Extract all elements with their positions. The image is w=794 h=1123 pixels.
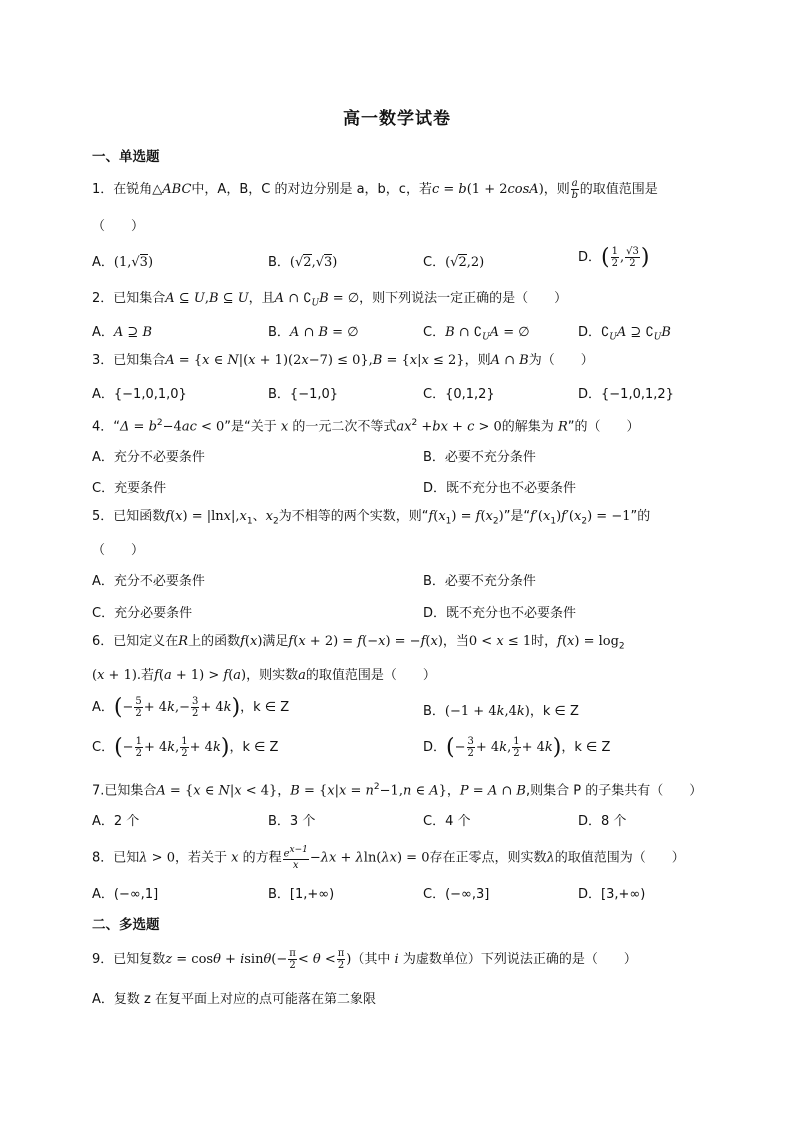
question-1: 1．在锐角△ABC中，A，B，C 的对边分别是 a，b，c，若c = b(1 + 2cosA)，则 $\frac{a}{b}$ 的取值范围是 bbox=[92, 178, 658, 201]
q8-option-b: B．[1,+∞) bbox=[268, 887, 335, 902]
q1-stem-b: 中，A，B，C 的对边分别是 a，b，c，若 bbox=[191, 182, 432, 197]
q1-stem-a: 1．在锐角 bbox=[92, 182, 153, 197]
q1-abc: ABC bbox=[162, 182, 192, 197]
q1-stem-d: 的取值范围是 bbox=[579, 182, 658, 197]
section-multi-choice: 二、多选题 bbox=[92, 917, 160, 933]
q2-option-b: B．A ∩ B = ∅ bbox=[268, 325, 359, 340]
q4-option-c: C．充要条件 bbox=[92, 481, 167, 496]
q6-option-d: D．(− $\frac{3}{2}$ + 4k, $\frac{1}{2}$ + 4k)，k ∈ Z bbox=[423, 735, 611, 760]
question-2: 2．已知集合A ⊆ U,B ⊆ U，且A ∩ $∁_UB$ = ∅，则下列说法一定正确的是（ ） bbox=[92, 291, 568, 309]
q1-triangle: △ bbox=[152, 182, 163, 197]
q1-stem-c: ，则 bbox=[543, 182, 570, 197]
q5-option-a: A．充分不必要条件 bbox=[92, 574, 205, 589]
q5-option-b: B．必要不充分条件 bbox=[423, 574, 536, 589]
q1-equation: c bbox=[431, 182, 440, 197]
q5-answer-blank: （ ） bbox=[92, 543, 145, 558]
q2-option-a: A．A ⊇ B bbox=[92, 325, 153, 340]
q6-line-2: (x + 1).若f(a + 1) > f(a)，则实数a的取值范围是（ ） bbox=[92, 668, 436, 683]
q3-option-c: C．{0,1,2} bbox=[423, 387, 495, 402]
q9-option-a: A．复数 z 在复平面上对应的点可能落在第二象限 bbox=[92, 992, 376, 1007]
question-4: 4．“$\Delta = b^2-4ac < 0$”是“关于 x 的一元二次不等式$ax^2 +bx + c > 0$的解集为 R”的（ ） bbox=[92, 418, 640, 435]
q2-option-c: C．B ∩ $∁_UA$ = ∅ bbox=[423, 325, 530, 343]
q6-option-c: C．(− $\frac{1}{2}$ + 4k, $\frac{1}{2}$ + 4k)，k ∈ Z bbox=[92, 735, 279, 760]
question-7: 7.已知集合A = {x ∈ N|x < 4}，$B = \{x|x = n^2-1,n$ ∈ A}，P = A ∩ B,则集合 P 的子集共有（ ） bbox=[92, 782, 703, 799]
q1-option-d: D．( $\frac{1}{2}$ , $\frac{√3}{2}$ ) bbox=[578, 245, 650, 270]
q8-option-d: D．[3,+∞) bbox=[578, 887, 646, 902]
q7-option-d: D．8 个 bbox=[578, 814, 627, 829]
q8-fraction: $\frac{e^{x-1}}{x}$ bbox=[283, 845, 308, 872]
q1-fraction: $\frac{a}{b}$ bbox=[571, 178, 578, 201]
section-single-choice: 一、单选题 bbox=[92, 149, 160, 165]
q5-option-c: C．充分必要条件 bbox=[92, 606, 193, 621]
q3-option-b: B．{−1,0} bbox=[268, 387, 339, 402]
q6-option-a: A．(− $\frac{5}{2}$ + 4k,− $\frac{3}{2}$ + 4k)，k ∈ Z bbox=[92, 695, 290, 720]
q8-option-c: C．(−∞,3] bbox=[423, 887, 490, 902]
q1-option-c: C．(√2,2) bbox=[423, 255, 485, 270]
q6-option-b: B．(−1 + 4k,4k)，k ∈ Z bbox=[423, 704, 579, 719]
q7-option-c: C．4 个 bbox=[423, 814, 471, 829]
q5-option-d: D．既不充分也不必要条件 bbox=[423, 606, 577, 621]
q4-option-b: B．必要不充分条件 bbox=[423, 450, 536, 465]
q1-option-b: B．(√2,√3) bbox=[268, 255, 338, 270]
question-3: 3．已知集合A = {x ∈ N|(x + 1)(2x−7) ≤ 0},B = {x|x ≤ 2}，则A ∩ B为（ ） bbox=[92, 353, 594, 368]
question-6: 6．已知定义在R上的函数f(x)满足f(x + 2) = f(−x) = −f(x)，当0 < x ≤ 1时，$f(x) = \log_2$ bbox=[92, 634, 625, 652]
q1-option-a: A．(1,√3) bbox=[92, 255, 154, 270]
q8-option-a: A．(−∞,1] bbox=[92, 887, 159, 902]
q4-option-a: A．充分不必要条件 bbox=[92, 450, 205, 465]
q7-option-a: A．2 个 bbox=[92, 814, 140, 829]
q2-option-d: D．$∁_UA$ ⊇ $∁_UB$ bbox=[578, 325, 671, 343]
question-8: 8．已知λ > 0，若关于 x 的方程 $\frac{e^{x-1}}{x}$ −λx + λln(λx) = 0存在正零点，则实数λ的取值范围为（ ） bbox=[92, 845, 685, 872]
question-5: 5．已知函数$f(x) = |\ln x|,x_1$、$x_2$为不相等的两个实数，则“$f(x_1) = f(x_2)$”是“$f'(x_1)f'(x_2) = -1$”的 bbox=[92, 509, 651, 527]
q4-option-d: D．既不充分也不必要条件 bbox=[423, 481, 577, 496]
question-9: 9．已知复数z = cosθ + isinθ(− $\frac{\pi}{2}$ < θ < $\frac{\pi}{2}$ )（其中 i 为虚数单位）下列说法正确的是（ ） bbox=[92, 948, 637, 971]
q3-option-a: A．{−1,0,1,0} bbox=[92, 387, 187, 402]
q7-option-b: B．3 个 bbox=[268, 814, 316, 829]
page-title: 高一数学试卷 bbox=[343, 109, 451, 129]
q1-answer-blank: （ ） bbox=[92, 219, 145, 234]
q3-option-d: D．{−1,0,1,2} bbox=[578, 387, 674, 402]
